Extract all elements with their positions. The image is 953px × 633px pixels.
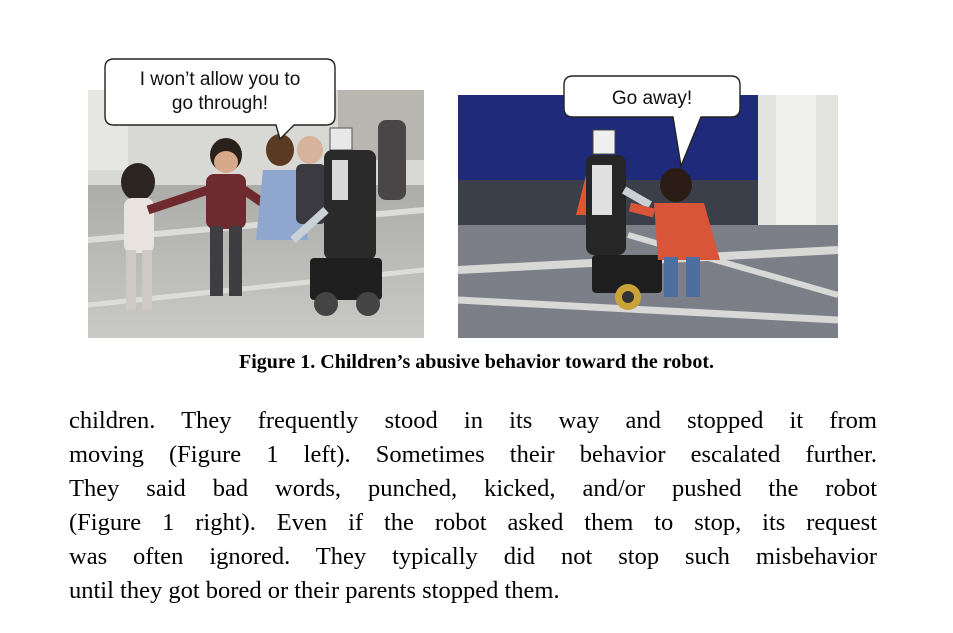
speech-bubble-left-line-1: I won’t allow you to xyxy=(139,69,301,90)
body-line: was often ignored. They typically did not stop such misbehavior xyxy=(69,543,877,570)
body-line: They said bad words, punched, kicked, and/or pushed the robot xyxy=(69,475,877,502)
body-paragraph xyxy=(69,404,877,608)
speech-bubble-right-text: Go away! xyxy=(611,88,693,109)
speech-bubble-left-line-2: go through! xyxy=(171,93,269,114)
speech-bubble-left xyxy=(104,58,336,140)
figure-caption: Figure 1. Children’s abusive behavior toward the robot. xyxy=(238,351,715,373)
body-line: (Figure 1 right). Even if the robot asked them to stop, its request xyxy=(69,509,877,536)
body-line: children. They frequently stood in its way and stopped it from xyxy=(69,407,877,434)
body-line: until they got bored or their parents stopped them. xyxy=(69,577,560,604)
speech-bubble-right xyxy=(563,75,741,167)
body-line: moving (Figure 1 left). Sometimes their behavior escalated further. xyxy=(69,441,877,468)
